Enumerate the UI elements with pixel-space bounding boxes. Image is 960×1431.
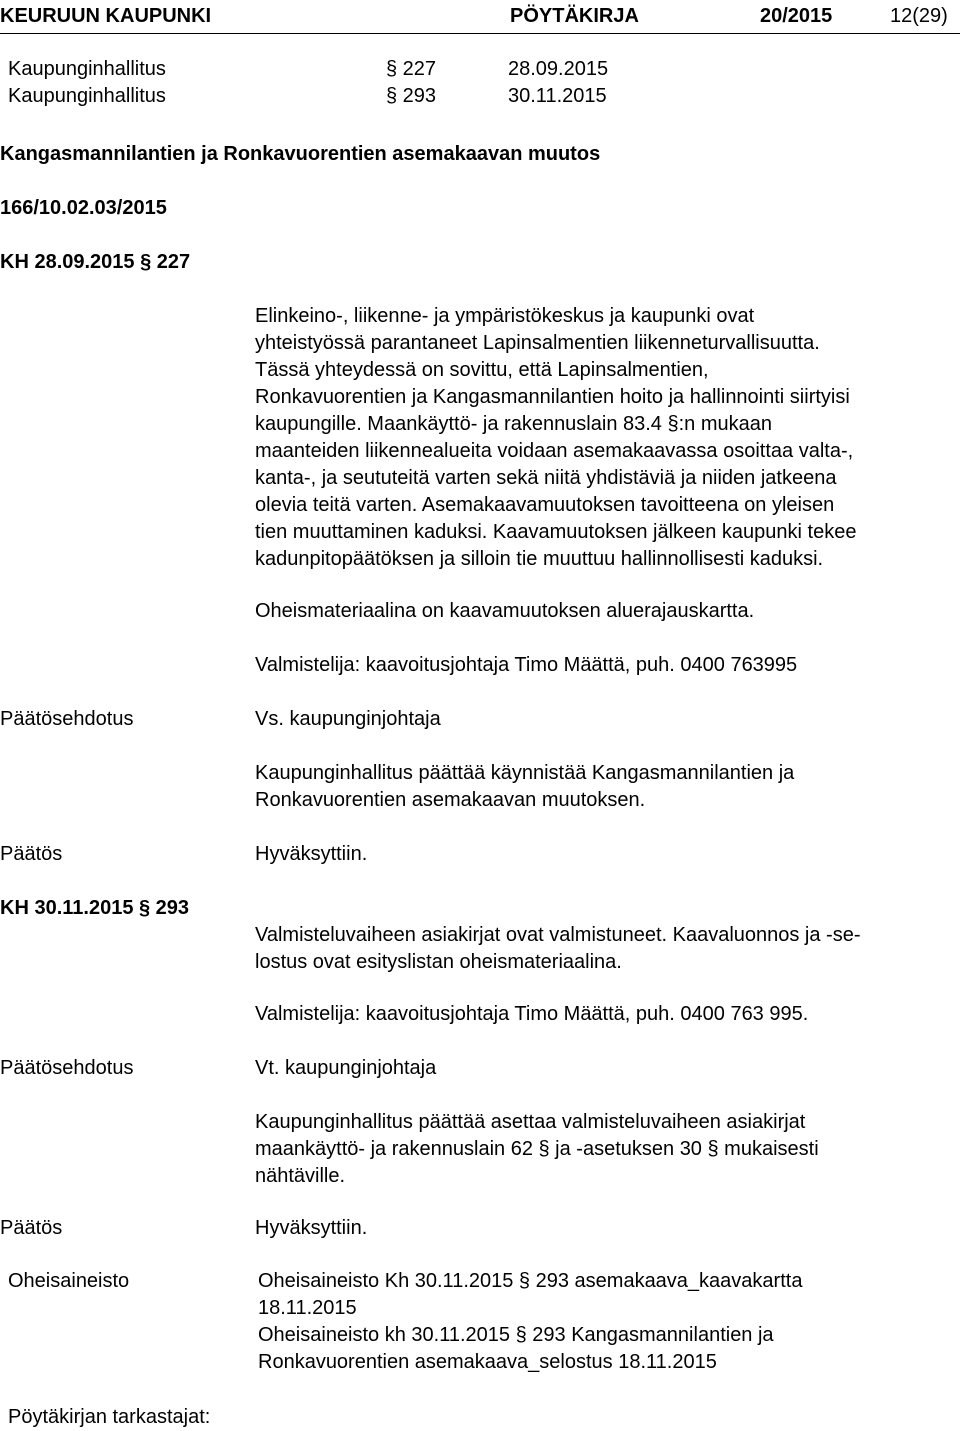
body-line: maanteiden liikennealueita voidaan asemakaavassa osoittaa valta-, [255, 440, 854, 462]
decision-text: Hyväksyttiin. [255, 843, 368, 865]
reference-date: 30.11.2015 [508, 85, 607, 107]
body-line: kanta-, ja seututeitä varten sekä niitä yhdistäviä ja niiden jatkeena [255, 467, 837, 489]
body-line: Tässä yhteydessä on sovittu, että Lapinsalmentien, [255, 359, 709, 381]
document-type: PÖYTÄKIRJA [510, 5, 639, 27]
proposal-by: Vt. kaupunginjohtaja [255, 1057, 437, 1079]
preparer-info: Valmistelija: kaavoitusjohtaja Timo Määttä, puh. 0400 763995 [255, 654, 798, 676]
minutes-reviewers-label: Pöytäkirjan tarkastajat: [8, 1406, 211, 1428]
proposal-label: Päätösehdotus [0, 1057, 134, 1079]
body-line: Valmisteluvaiheen asiakirjat ovat valmistuneet. Kaavaluonnos ja -se- [255, 924, 861, 946]
body-line: tien muuttaminen kaduksi. Kaavamuutoksen jälkeen kaupunki tekee [255, 521, 857, 543]
attachments-label: Oheisaineisto [8, 1270, 130, 1292]
document-number: 20/2015 [760, 5, 833, 27]
case-number: 166/10.02.03/2015 [0, 197, 167, 219]
reference-section: § 227 [386, 58, 437, 80]
reference-body: Kaupunginhallitus [8, 58, 166, 80]
decision-label: Päätös [0, 843, 63, 865]
proposal-line: Kaupunginhallitus päättää käynnistää Kangasmannilantien ja [255, 762, 795, 784]
decision-text: Hyväksyttiin. [255, 1217, 368, 1239]
reference-date: 28.09.2015 [508, 58, 609, 80]
proposal-line: maankäyttö- ja rakennuslain 62 § ja -asetuksen 30 § mukaisesti [255, 1138, 819, 1160]
proposal-line: nähtäville. [255, 1165, 346, 1187]
body-line: lostus ovat esityslistan oheismateriaalina. [255, 951, 622, 973]
body-line: Ronkavuorentien ja Kangasmannilantien hoito ja hallinnointi siirtyisi [255, 386, 850, 408]
body-line: yhteistyössä parantaneet Lapinsalmentien liikenneturvallisuutta. [255, 332, 820, 354]
proposal-label: Päätösehdotus [0, 708, 134, 730]
preparer-info: Valmistelija: kaavoitusjohtaja Timo Määttä, puh. 0400 763 995. [255, 1003, 809, 1025]
attachment-link[interactable]: Oheisaineisto Kh 30.11.2015 § 293 asemakaava_kaavakartta [258, 1270, 803, 1292]
reference-section: § 293 [386, 85, 437, 107]
proposal-by: Vs. kaupunginjohtaja [255, 708, 441, 730]
header-divider [0, 33, 960, 34]
attachment-link-continued[interactable]: 18.11.2015 [258, 1297, 357, 1319]
decision-label: Päätös [0, 1217, 63, 1239]
section-heading: KH 28.09.2015 § 227 [0, 251, 191, 273]
attachment-link[interactable]: Oheisaineisto kh 30.11.2015 § 293 Kangasmannilantien ja [258, 1324, 774, 1346]
body-line: olevia teitä varten. Asemakaavamuutoksen tavoitteena on yleisen [255, 494, 835, 516]
page-number: 12(29) [890, 5, 948, 27]
body-line: Elinkeino-, liikenne- ja ympäristökeskus ja kaupunki ovat [255, 305, 755, 327]
document-title: Kangasmannilantien ja Ronkavuorentien asemakaavan muutos [0, 143, 601, 165]
attachment-link-continued[interactable]: Ronkavuorentien asemakaava_selostus 18.11.2015 [258, 1351, 717, 1373]
proposal-line: Ronkavuorentien asemakaavan muutoksen. [255, 789, 646, 811]
body-line: kadunpitopäätöksen ja silloin tie muuttuu hallinnollisesti kaduksi. [255, 548, 824, 570]
body-line: kaupungille. Maankäyttö- ja rakennuslain 83.4 §:n mukaan [255, 413, 772, 435]
section-heading: KH 30.11.2015 § 293 [0, 897, 190, 919]
attachment-note: Oheismateriaalina on kaavamuutoksen aluerajauskartta. [255, 600, 755, 622]
proposal-line: Kaupunginhallitus päättää asettaa valmisteluvaiheen asiakirjat [255, 1111, 806, 1133]
reference-body: Kaupunginhallitus [8, 85, 166, 107]
organization-name: KEURUUN KAUPUNKI [0, 5, 212, 27]
